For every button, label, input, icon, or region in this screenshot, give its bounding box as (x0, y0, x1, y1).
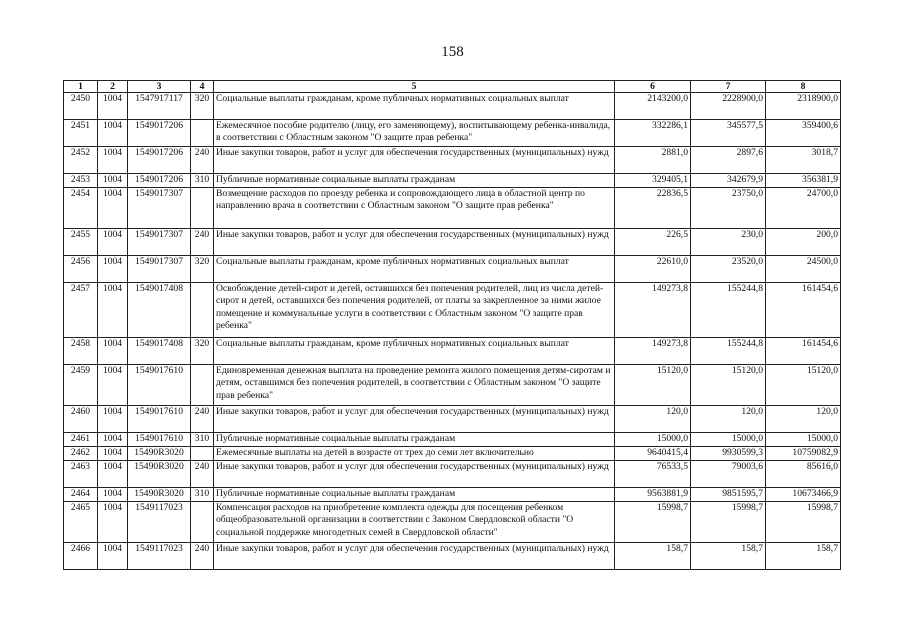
expense-type-code: 310 (191, 433, 214, 447)
expense-type-code: 240 (191, 461, 214, 488)
section-code: 1004 (98, 229, 128, 256)
row-number: 2463 (64, 461, 98, 488)
amount-col-6: 9640415,4 (615, 447, 691, 461)
row-description: Иные закупки товаров, работ и услуг для обеспечения государственных (муниципальных) нужд (214, 147, 615, 174)
table-row (64, 543, 841, 570)
row-number: 2464 (64, 488, 98, 502)
expense-type-code (191, 283, 214, 338)
table-row (64, 147, 841, 174)
amount-col-7: 230,0 (691, 229, 766, 256)
column-header: 3 (128, 81, 191, 93)
amount-col-6: 332286,1 (615, 120, 691, 147)
table-row (64, 283, 841, 338)
amount-col-8: 2318900,0 (766, 93, 841, 120)
row-number: 2452 (64, 147, 98, 174)
column-header: 4 (191, 81, 214, 93)
amount-col-8: 15998,7 (766, 502, 841, 543)
table-row (64, 120, 841, 147)
column-header: 2 (98, 81, 128, 93)
amount-col-8: 10759082,9 (766, 447, 841, 461)
expense-type-code (191, 447, 214, 461)
amount-col-8: 24700,0 (766, 188, 841, 229)
section-code: 1004 (98, 283, 128, 338)
target-code: 1549017307 (128, 256, 191, 283)
target-code: 1549017610 (128, 365, 191, 406)
amount-col-8: 120,0 (766, 406, 841, 433)
section-code: 1004 (98, 447, 128, 461)
section-code: 1004 (98, 174, 128, 188)
amount-col-7: 345577,5 (691, 120, 766, 147)
table-row (64, 188, 841, 229)
amount-col-8: 15120,0 (766, 365, 841, 406)
table-row (64, 433, 841, 447)
expense-type-code: 310 (191, 488, 214, 502)
target-code: 1549017206 (128, 147, 191, 174)
section-code: 1004 (98, 256, 128, 283)
section-code: 1004 (98, 188, 128, 229)
expense-type-code: 240 (191, 406, 214, 433)
amount-col-8: 24500,0 (766, 256, 841, 283)
section-code: 1004 (98, 93, 128, 120)
expense-type-code: 240 (191, 147, 214, 174)
amount-col-8: 161454,6 (766, 338, 841, 365)
section-code: 1004 (98, 543, 128, 570)
amount-col-8: 85616,0 (766, 461, 841, 488)
section-code: 1004 (98, 120, 128, 147)
section-code: 1004 (98, 338, 128, 365)
section-code: 1004 (98, 406, 128, 433)
section-code: 1004 (98, 488, 128, 502)
expense-type-code (191, 120, 214, 147)
amount-col-6: 2143200,0 (615, 93, 691, 120)
row-number: 2458 (64, 338, 98, 365)
row-number: 2457 (64, 283, 98, 338)
amount-col-8: 200,0 (766, 229, 841, 256)
amount-col-7: 2228900,0 (691, 93, 766, 120)
expense-type-code (191, 502, 214, 543)
target-code: 1549017206 (128, 174, 191, 188)
amount-col-6: 120,0 (615, 406, 691, 433)
amount-col-7: 155244,8 (691, 338, 766, 365)
column-header: 1 (64, 81, 98, 93)
row-number: 2451 (64, 120, 98, 147)
row-number: 2456 (64, 256, 98, 283)
target-code: 15490R3020 (128, 461, 191, 488)
row-number: 2462 (64, 447, 98, 461)
amount-col-6: 15998,7 (615, 502, 691, 543)
row-description: Освобождение детей-сирот и детей, оставшихся без попечения родителей, лиц из числа детей-сирот и детей, оставшихся без попечения родителей, от платы за закрепленное за ними жилое помещение и коммунальные услуги в соответствии с Областным законом "О защите прав ребенка" (214, 283, 615, 338)
expense-type-code (191, 365, 214, 406)
row-description: Социальные выплаты гражданам, кроме публичных нормативных социальных выплат (214, 256, 615, 283)
section-code: 1004 (98, 433, 128, 447)
amount-col-7: 23520,0 (691, 256, 766, 283)
table-row (64, 229, 841, 256)
amount-col-7: 15998,7 (691, 502, 766, 543)
expense-type-code (191, 188, 214, 229)
expense-type-code: 310 (191, 174, 214, 188)
target-code: 1547917117 (128, 93, 191, 120)
table-row (64, 406, 841, 433)
row-description: Иные закупки товаров, работ и услуг для обеспечения государственных (муниципальных) нужд (214, 461, 615, 488)
row-number: 2460 (64, 406, 98, 433)
budget-table (63, 80, 841, 570)
target-code: 1549017408 (128, 283, 191, 338)
table-row (64, 338, 841, 365)
amount-col-6: 329405,1 (615, 174, 691, 188)
row-description: Публичные нормативные социальные выплаты гражданам (214, 174, 615, 188)
row-description: Социальные выплаты гражданам, кроме публичных нормативных социальных выплат (214, 338, 615, 365)
target-code: 15490R3020 (128, 488, 191, 502)
amount-col-7: 342679,9 (691, 174, 766, 188)
row-description: Ежемесячные выплаты на детей в возрасте от трех до семи лет включительно (214, 447, 615, 461)
table-row (64, 365, 841, 406)
target-code: 1549017610 (128, 433, 191, 447)
amount-col-8: 3018,7 (766, 147, 841, 174)
column-header: 7 (691, 81, 766, 93)
row-number: 2450 (64, 93, 98, 120)
row-description: Возмещение расходов по проезду ребенка и сопровождающего лица в областной центр по направлению врача в соответствии с Областным законом "О защите прав ребенка" (214, 188, 615, 229)
amount-col-8: 15000,0 (766, 433, 841, 447)
section-code: 1004 (98, 502, 128, 543)
amount-col-8: 359400,6 (766, 120, 841, 147)
amount-col-7: 15120,0 (691, 365, 766, 406)
amount-col-7: 79003,6 (691, 461, 766, 488)
row-number: 2453 (64, 174, 98, 188)
row-number: 2459 (64, 365, 98, 406)
expense-type-code: 240 (191, 543, 214, 570)
table-row (64, 256, 841, 283)
target-code: 1549017307 (128, 188, 191, 229)
table-row (64, 174, 841, 188)
amount-col-7: 2897,6 (691, 147, 766, 174)
amount-col-7: 15000,0 (691, 433, 766, 447)
amount-col-6: 158,7 (615, 543, 691, 570)
table-row (64, 488, 841, 502)
section-code: 1004 (98, 147, 128, 174)
amount-col-7: 155244,8 (691, 283, 766, 338)
target-code: 1549017408 (128, 338, 191, 365)
amount-col-8: 356381,9 (766, 174, 841, 188)
amount-col-8: 10673466,9 (766, 488, 841, 502)
section-code: 1004 (98, 365, 128, 406)
amount-col-8: 161454,6 (766, 283, 841, 338)
section-code: 1004 (98, 461, 128, 488)
expense-type-code: 320 (191, 338, 214, 365)
amount-col-6: 22610,0 (615, 256, 691, 283)
table-row (64, 93, 841, 120)
amount-col-7: 23750,0 (691, 188, 766, 229)
column-header: 8 (766, 81, 841, 93)
target-code: 1549017610 (128, 406, 191, 433)
expense-type-code: 320 (191, 93, 214, 120)
header-row (64, 81, 841, 93)
row-description: Иные закупки товаров, работ и услуг для обеспечения государственных (муниципальных) нужд (214, 543, 615, 570)
amount-col-6: 149273,8 (615, 283, 691, 338)
row-number: 2461 (64, 433, 98, 447)
row-number: 2465 (64, 502, 98, 543)
column-header: 5 (214, 81, 615, 93)
amount-col-6: 15000,0 (615, 433, 691, 447)
amount-col-6: 76533,5 (615, 461, 691, 488)
amount-col-6: 15120,0 (615, 365, 691, 406)
amount-col-6: 149273,8 (615, 338, 691, 365)
amount-col-7: 9851595,7 (691, 488, 766, 502)
expense-type-code: 320 (191, 256, 214, 283)
row-description: Социальные выплаты гражданам, кроме публичных нормативных социальных выплат (214, 93, 615, 120)
row-description: Единовременная денежная выплата на проведение ремонта жилого помещения детям-сиротам и детям, оставшимся без попечения родителей, в соответствии с Областным законом "О защите прав ребенка" (214, 365, 615, 406)
table-row (64, 461, 841, 488)
row-number: 2455 (64, 229, 98, 256)
amount-col-7: 120,0 (691, 406, 766, 433)
target-code: 1549017307 (128, 229, 191, 256)
amount-col-7: 9930599,3 (691, 447, 766, 461)
target-code: 15490R3020 (128, 447, 191, 461)
amount-col-6: 226,5 (615, 229, 691, 256)
amount-col-7: 158,7 (691, 543, 766, 570)
table-row (64, 447, 841, 461)
row-number: 2466 (64, 543, 98, 570)
row-description: Иные закупки товаров, работ и услуг для обеспечения государственных (муниципальных) нужд (214, 229, 615, 256)
target-code: 1549017206 (128, 120, 191, 147)
amount-col-6: 9563881,9 (615, 488, 691, 502)
amount-col-8: 158,7 (766, 543, 841, 570)
row-description: Компенсация расходов на приобретение комплекта одежды для посещения ребенком общеобразовательной организации в соответствии с Законом Свердловской области "О социальной поддержке многодетных семей в Свердловской области" (214, 502, 615, 543)
row-description: Ежемесячное пособие родителю (лицу, его заменяющему), воспитывающему ребенка-инвалида, в соответствии с Областным законом "О защите прав ребенка" (214, 120, 615, 147)
row-number: 2454 (64, 188, 98, 229)
page-number: 158 (441, 44, 464, 60)
expense-type-code: 240 (191, 229, 214, 256)
amount-col-6: 2881,0 (615, 147, 691, 174)
target-code: 1549117023 (128, 543, 191, 570)
column-header: 6 (615, 81, 691, 93)
row-description: Иные закупки товаров, работ и услуг для обеспечения государственных (муниципальных) нужд (214, 406, 615, 433)
row-description: Публичные нормативные социальные выплаты гражданам (214, 433, 615, 447)
row-description: Публичные нормативные социальные выплаты гражданам (214, 488, 615, 502)
amount-col-6: 22836,5 (615, 188, 691, 229)
table-row (64, 502, 841, 543)
target-code: 1549117023 (128, 502, 191, 543)
